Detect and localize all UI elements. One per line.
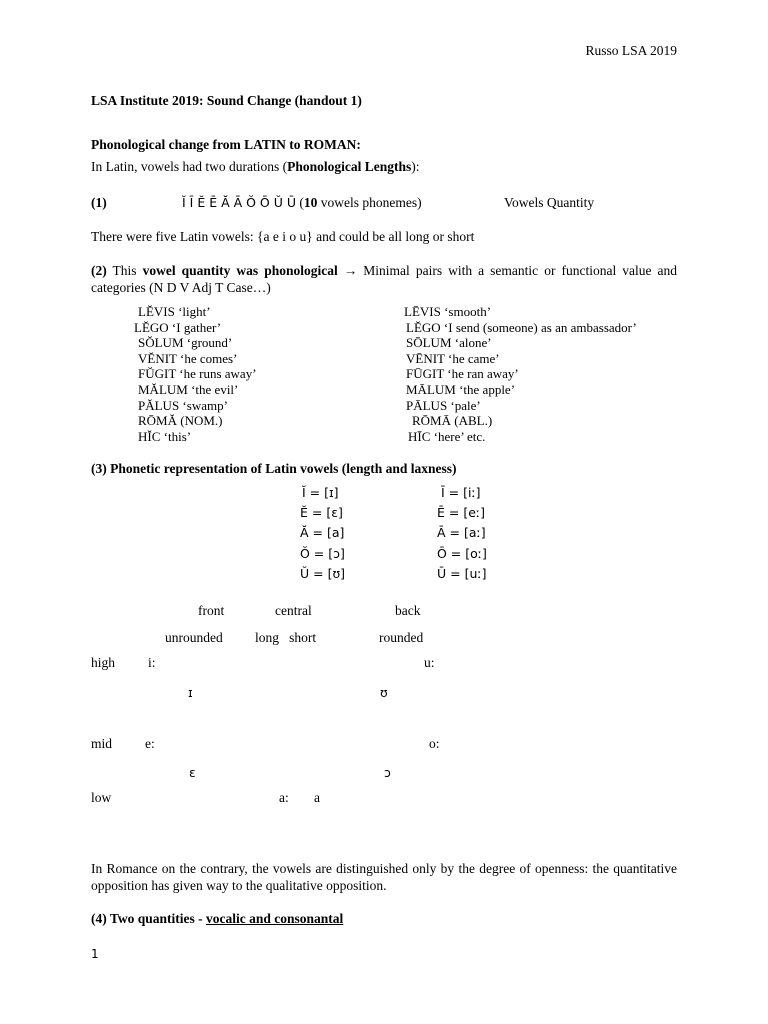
pair-short: LĔVIS ‘light’: [138, 304, 211, 319]
chart-col-central: central: [275, 603, 312, 618]
pair-long: MĀLUM ‘the apple’: [406, 382, 516, 397]
item4-pre: (4) Two quantities -: [91, 911, 207, 926]
phonetic-short: Ă = [a]: [300, 525, 345, 540]
pair-short: SŎLUM ‘ground’: [138, 335, 233, 350]
phonetic-short: Ŏ = [ɔ]: [300, 546, 345, 561]
chart-sub-long-short: long short: [255, 630, 317, 645]
page-number: 1: [91, 947, 99, 961]
chart-high-back-long: u:: [424, 655, 435, 670]
chart-high-back-short: ʊ: [380, 685, 388, 700]
chart-col-back: back: [395, 603, 421, 618]
item2-rest: Minimal pairs with a semantic or functional value and categories (N D V Adj T Case…): [91, 263, 677, 295]
pair-short: FŬGIT ‘he runs away’: [138, 366, 257, 381]
item4-heading: [91, 911, 343, 928]
phonetic-long: Ī = [iː]: [441, 485, 481, 500]
chart-row-low: low: [91, 790, 112, 805]
pair-long: PĀLUS ‘pale’: [406, 398, 481, 413]
phonetic-long: Ō = [oː]: [437, 546, 487, 561]
romance-paragraph: In Romance on the contrary, the vowels are distinguished only by the degree of openness: the quantitative opposition has given way to the qualitative opposition.: [91, 861, 677, 893]
item2-arrow: →: [337, 263, 364, 278]
chart-mid-front-long: e:: [145, 736, 155, 751]
chart-row-mid: mid: [91, 736, 113, 751]
phonetic-long: Ū = [uː]: [437, 566, 487, 581]
item2-paragraph: [91, 263, 677, 297]
chart-low-central-short: a: [314, 790, 320, 805]
item3-heading: (3) Phonetic representation of Latin vowels (length and laxness): [91, 461, 457, 476]
chart-mid-front-short: ɛ: [189, 765, 196, 780]
pair-short: RŌMĂ (NOM.): [138, 413, 223, 428]
item1-vowel-line: [182, 195, 422, 212]
pair-short: LĔGO ‘I gather’: [134, 320, 222, 335]
document-title: LSA Institute 2019: Sound Change (handout 1): [91, 93, 362, 108]
phonetic-long: Ā = [aː]: [437, 525, 486, 540]
phonetic-short: Ĭ = [ɪ]: [302, 485, 339, 500]
intro-text: In Latin, vowels had two durations (: [91, 159, 288, 174]
item1-label: Vowels Quantity: [504, 195, 595, 210]
item2-number: (2): [91, 263, 107, 278]
chart-mid-back-short: ɔ: [384, 765, 391, 780]
item1-vowels: Ĭ Ī Ĕ Ē Ă Ā Ŏ Ō Ŭ Ū: [182, 195, 297, 210]
chart-sub-rounded: rounded: [379, 630, 424, 645]
pair-short: MĂLUM ‘the evil’: [138, 382, 239, 397]
item1-count-open: (: [299, 195, 304, 210]
pair-short: VĔNIT ‘he comes’: [138, 351, 238, 366]
phonetic-short: Ĕ = [ɛ]: [300, 505, 343, 520]
phonetic-short: Ŭ = [ʊ]: [300, 566, 346, 581]
chart-high-front-long: i:: [148, 655, 156, 670]
pair-long: SŌLUM ‘alone’: [406, 335, 492, 350]
item2-bold: vowel quantity was phonological: [142, 263, 338, 278]
section-heading: Phonological change from LATIN to ROMAN:: [91, 137, 361, 152]
chart-low-central-long: a:: [279, 790, 289, 805]
intro-bold: Phonological Lengths: [287, 159, 412, 174]
item1-count-rest: vowels phonemes): [317, 195, 422, 210]
pair-short: HĬC ‘this’: [138, 429, 192, 444]
chart-mid-back-long: o:: [429, 736, 440, 751]
pair-long: FŪGIT ‘he ran away’: [406, 366, 519, 381]
pair-long: LĔGO ‘I send (someone) as an ambassador’: [406, 320, 637, 335]
pair-long: HĪC ‘here’ etc.: [408, 429, 486, 444]
item4-underlined: vocalic and consonantal: [206, 911, 344, 926]
chart-sub-unrounded: unrounded: [165, 630, 223, 645]
item1-number: (1): [91, 195, 107, 210]
pair-long: LĒVIS ‘smooth’: [404, 304, 492, 319]
chart-row-high: high: [91, 655, 116, 670]
chart-high-front-short: ɪ: [188, 685, 193, 700]
five-vowels-sentence: There were five Latin vowels: {a e i o u} and could be all long or short: [91, 229, 475, 244]
intro-sentence: [91, 159, 420, 176]
running-head: Russo LSA 2019: [585, 43, 677, 58]
item2-pre: This: [106, 263, 143, 278]
intro-end: ):: [411, 159, 420, 174]
item1-count-bold: 10: [303, 195, 318, 210]
pair-long: VĒNIT ‘he came’: [406, 351, 500, 366]
phonetic-long: Ē = [eː]: [437, 505, 485, 520]
pair-long: RŌMĀ (ABL.): [412, 413, 493, 428]
chart-col-front: front: [198, 603, 225, 618]
pair-short: PĂLUS ‘swamp’: [138, 398, 228, 413]
